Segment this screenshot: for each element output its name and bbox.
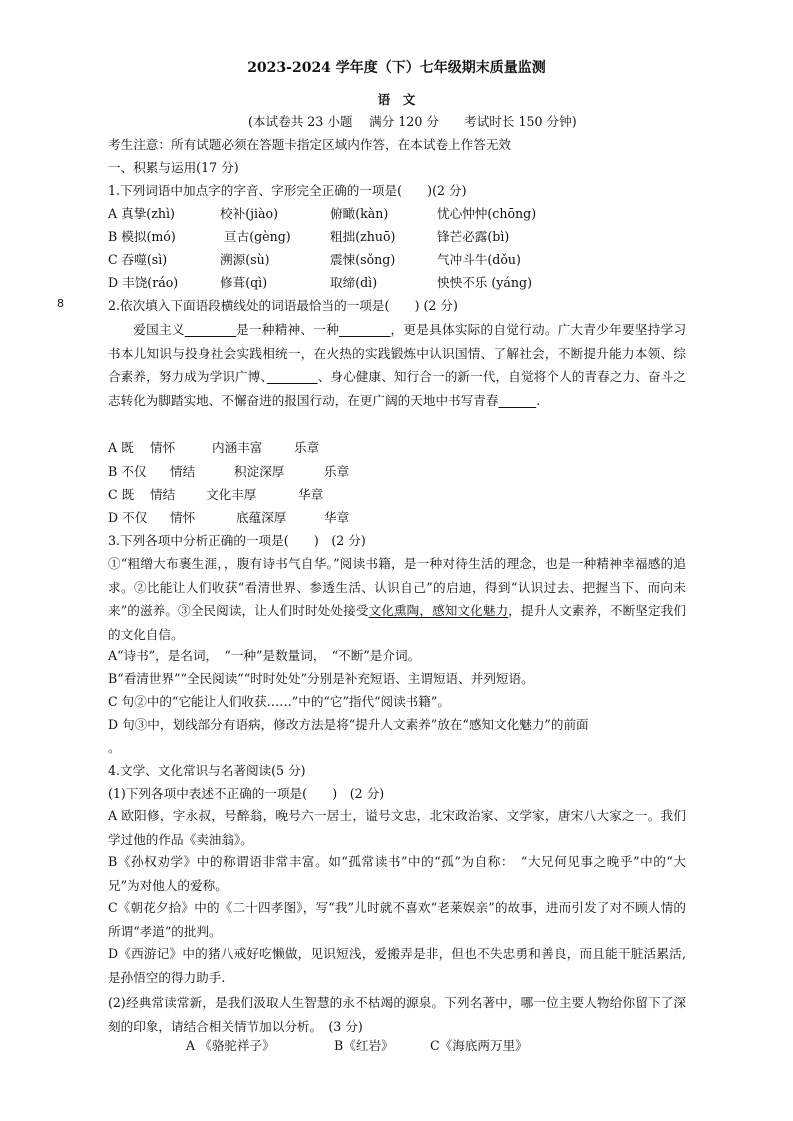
q1-option-d [108,275,532,291]
q4-1-option-d: D《西游记》中的猪八戒好吃懒做，见识短浅，爱搬弄是非，但也不失忠勇和善良，而且能干脏活累活,是孙悟空的得力助手. [108,946,686,985]
novel-option-a: A 《骆驼祥子》 [186,1038,275,1053]
question-4-stem: 4.文学、文化常识与名著阅读(5 分) [108,763,306,778]
q1-b-3: 粗拙(zhuō) [330,229,396,244]
question-3-stem: 3.下列各项中分析正确的一项是( ) (2 分) [108,533,366,548]
blank-4 [498,393,536,408]
q1-a-3: 俯瞰(kàn) [330,206,389,221]
q4-1-option-b: B《孙权劝学》中的称谓语非常丰富。如“孤常读书”中的“孤”为自称： “大兄何见事之晚乎”中的“大兄”为对他人的爱称。 [108,854,686,893]
q1-a-4: 忧心忡忡(chōng) [437,206,537,221]
q2-d-4: 华章 [324,510,350,525]
q1-a-1: A 真挚(zhì) [108,206,175,221]
q3-text-1: ①“粗缯大布裹生涯，，腹有诗书气自华。”阅读书籍，是一种对待生活的理念，也是一种精神幸福感的追求。②比能让人们收获“看清世界、参透生活、认识自己”的启迪，得到“认识过去、把握当下、而向未来”的滋养。③全民阅读，让人们时时处处接受 [108,556,686,619]
q1-d-2: 修葺(qì) [220,275,268,290]
q2-c-3: 文化丰厚 [206,487,257,502]
q2-b-3: 积淀深厚 [234,464,285,479]
subject-name: 语 文 [377,92,416,107]
q1-option-c [108,252,521,268]
q1-c-2: 溯源(sù) [220,252,270,267]
q2-option-d [108,510,349,526]
question-2-stem: 2.依次填入下面语段横线处的词语最恰当的一项是( ) (2 分) [108,298,458,313]
q2-b-2: 情结 [170,464,196,479]
q2-text-1: 爱国主义 [133,322,185,337]
q3-option-a: A“诗书”，是名词， “一种”是数量词， “不断”是介词。 [108,648,421,663]
q2-a-3: 内涵丰富 [212,440,263,455]
q2-a-1: A 既 [108,440,134,455]
margin-number: 8 [57,297,64,310]
novel-option-b: B《红岩》 [334,1038,394,1053]
q1-c-4: 气冲斗牛(dǒu) [437,252,521,267]
q1-b-4: 锋芒必露(bì) [437,229,510,244]
q1-b-1: B 模拟(mó) [108,229,176,244]
blank-1 [185,322,236,337]
q3-option-d: D 句③中，划线部分有语病，修改方法是将“提升人文素养”放在“感知文化魅力”的前面 [108,717,589,732]
section-title: 一、积累与运用(17 分) [108,160,239,175]
q2-d-2: 情怀 [170,510,196,525]
q2-d-1: D 不仅 [108,510,148,525]
q2-text-5: . [536,392,541,408]
q1-d-3: 取缔(dì) [330,275,378,290]
q2-d-3: 底蕴深厚 [236,510,287,525]
q2-c-2: 情结 [150,487,176,502]
q2-a-4: 乐章 [294,440,320,455]
exam-notice: 考生注意：所有试题必须在答题卡指定区域内作答，在本试卷上作答无效 [108,137,511,152]
q3-option-c: C 句②中的“它能让人们收获……”中的“它”指代“阅读书籍”。 [108,694,450,709]
blank-3 [267,369,318,384]
q3-text-3: ，提升人文素养，不断坚定我们的文化自信。 [108,603,687,642]
q2-c-1: C 既 [108,487,135,502]
q1-d-4: 怏怏不乐 (yáng) [437,275,533,290]
q2-b-1: B 不仅 [108,464,147,479]
question-4-1-stem: (1)下列各项中表述不正确的一项是( ) (2 分) [108,786,385,801]
exam-title: 2023-2024 学年度（下）七年级期末质量监测 [247,60,546,76]
q3-option-b: B“看清世界”“全民阅读”“时时处处”分别是补充短语、主谓短语、并列短语。 [108,671,534,686]
q1-option-b [108,229,509,245]
q2-c-4: 华章 [298,487,324,502]
question-4-2-stem: (2)经典常读常新，是我们汲取人生智慧的永不枯竭的源泉。下列名著中，哪一位主要人物给你留下了深刻的印象，请结合相关情节加以分析。 (3 分) [108,995,686,1034]
q1-d-1: D 丰饶(ráo) [108,275,179,290]
q2-passage [108,318,686,412]
novel-option-c: C《海底两万里》 [430,1038,528,1053]
q4-2-options [186,1038,528,1054]
q4-1-option-c: C《朝花夕拾》中的《二十四孝图》，写“我”儿时就不喜欢“老莱娱亲”的故事，进而引发了对不顾人情的所谓“孝道”的批判。 [108,900,686,939]
q1-c-1: C 吞噬(sì) [108,252,168,267]
question-1-stem: 1.下列词语中加点字的字音、字形完全正确的一项是( )(2 分) [108,183,467,198]
q3-underlined-text: 文化熏陶，感知文化魅力 [368,603,509,619]
q4-1-option-a: A 欧阳修，字永叔，号醉翁，晚号六一居士，谥号文忠，北宋政治家、文学家，唐宋八大家之一。我们学过他的作品《卖油翁》。 [108,808,686,847]
q1-c-3: 震悚(sǒng) [330,252,396,267]
q2-a-2: 情怀 [150,440,176,455]
q2-text-4: 、身心健康、知行合一的新一代，自觉将个人的青春之力、奋斗之志转化为脚踏实地、不懈奋进的报国行动，在更广阔的天地中书写青春 [108,369,687,408]
q1-a-2: 校补(jiào) [220,206,279,221]
q2-text-2: 是一种精神、一种 [236,322,340,337]
q2-option-c [108,487,323,503]
q2-option-b [108,464,349,480]
q3-passage [108,552,686,646]
q3-option-d-end: 。 [108,740,121,755]
q2-b-4: 乐章 [324,464,350,479]
q2-option-a [108,440,319,456]
blank-2 [339,322,390,337]
q1-option-a [108,206,536,222]
q2-text-3: ，更是具体实际的自觉行动。广大青少年要坚持学习书本儿知识与投身社会实践相统一，在火热的实践锻炼中认识国情、了解社会，不断提升能力本领、综合素养，努力成为学识广博、 [108,322,687,385]
q1-b-2: 亘古(gèng) [224,229,291,244]
exam-info: (本试卷共 23 小题 满分 120 分 考试时长 150 分钟) [248,114,577,129]
